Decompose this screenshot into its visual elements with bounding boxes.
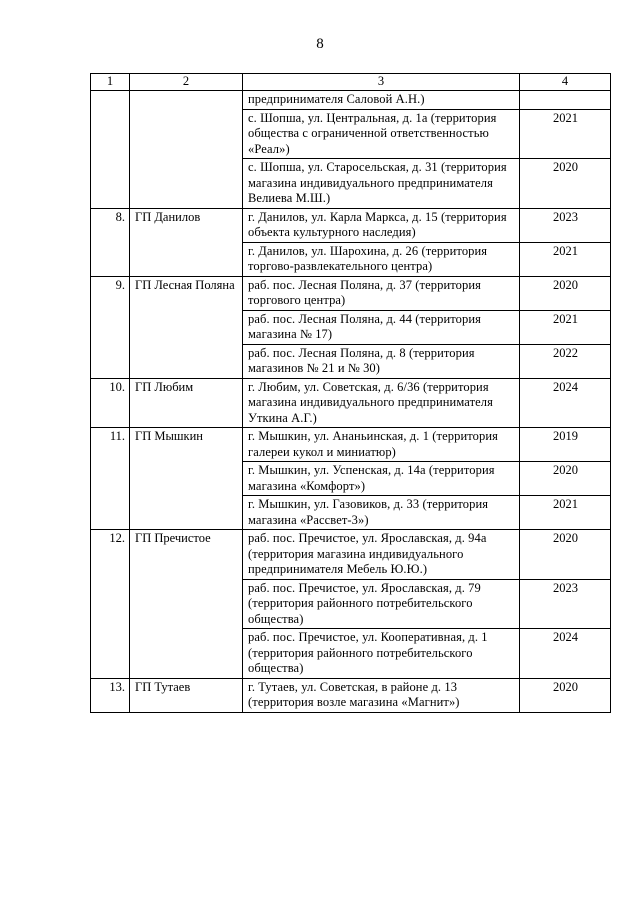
year-cell: 2021 [520, 310, 611, 344]
year-cell: 2020 [520, 678, 611, 712]
year-cell [520, 91, 611, 110]
address-cell: раб. пос. Лесная Поляна, д. 8 (территория магазинов № 21 и № 30) [243, 344, 520, 378]
table-row [91, 530, 611, 580]
header-col-1: 1 [91, 74, 130, 91]
year-cell: 2020 [520, 159, 611, 209]
row-number: 10. [91, 378, 130, 428]
table-row [91, 276, 611, 310]
year-cell: 2021 [520, 496, 611, 530]
address-cell: с. Шопша, ул. Центральная, д. 1а (территория общества с ограниченной ответственностью «Реал») [243, 109, 520, 159]
address-cell: г. Тутаев, ул. Советская, в районе д. 13 (территория возле магазина «Магнит») [243, 678, 520, 712]
table-row [91, 208, 611, 242]
address-cell: раб. пос. Лесная Поляна, д. 44 (территория магазина № 17) [243, 310, 520, 344]
year-cell: 2024 [520, 629, 611, 679]
row-number: 11. [91, 428, 130, 530]
address-cell: г. Данилов, ул. Карла Маркса, д. 15 (территория объекта культурного наследия) [243, 208, 520, 242]
year-cell: 2023 [520, 208, 611, 242]
address-cell: г. Любим, ул. Советская, д. 6/36 (территория магазина индивидуального предпринимателя Уткина А.Г.) [243, 378, 520, 428]
table-header [91, 74, 611, 91]
address-cell: раб. пос. Пречистое, ул. Кооперативная, д. 1 (территория районного потребительского общества) [243, 629, 520, 679]
address-cell: предпринимателя Саловой А.Н.) [243, 91, 520, 110]
table-row [91, 91, 611, 110]
year-cell: 2020 [520, 530, 611, 580]
page-number: 8 [316, 36, 324, 52]
settlement-name: ГП Пречистое [130, 530, 243, 679]
locations-table [90, 73, 611, 713]
year-cell: 2020 [520, 276, 611, 310]
year-cell: 2022 [520, 344, 611, 378]
address-cell: с. Шопша, ул. Старосельская, д. 31 (территория магазина индивидуального предпринимателя Велиева М.Ш.) [243, 159, 520, 209]
address-cell: раб. пос. Лесная Поляна, д. 37 (территория торгового центра) [243, 276, 520, 310]
address-cell: г. Мышкин, ул. Газовиков, д. 33 (территория магазина «Рассвет-3») [243, 496, 520, 530]
year-cell: 2020 [520, 462, 611, 496]
address-cell: г. Данилов, ул. Шарохина, д. 26 (территория торгово-развлекательного центра) [243, 242, 520, 276]
settlement-name: ГП Мышкин [130, 428, 243, 530]
settlement-name: ГП Данилов [130, 208, 243, 276]
year-cell: 2023 [520, 579, 611, 629]
table-body [91, 91, 611, 713]
row-number: 8. [91, 208, 130, 276]
header-col-3: 3 [243, 74, 520, 91]
table-row [91, 428, 611, 462]
row-number: 12. [91, 530, 130, 679]
settlement-name: ГП Любим [130, 378, 243, 428]
year-cell: 2021 [520, 109, 611, 159]
table-row [91, 678, 611, 712]
settlement-name: ГП Тутаев [130, 678, 243, 712]
year-cell: 2024 [520, 378, 611, 428]
table-row [91, 378, 611, 428]
row-number [91, 91, 130, 209]
settlement-name [130, 91, 243, 209]
address-cell: г. Мышкин, ул. Ананьинская, д. 1 (территория галереи кукол и миниатюр) [243, 428, 520, 462]
address-cell: г. Мышкин, ул. Успенская, д. 14а (территория магазина «Комфорт») [243, 462, 520, 496]
settlement-name: ГП Лесная Поляна [130, 276, 243, 378]
header-col-4: 4 [520, 74, 611, 91]
year-cell: 2019 [520, 428, 611, 462]
year-cell: 2021 [520, 242, 611, 276]
header-col-2: 2 [130, 74, 243, 91]
row-number: 13. [91, 678, 130, 712]
row-number: 9. [91, 276, 130, 378]
address-cell: раб. пос. Пречистое, ул. Ярославская, д. 94а (территория магазина индивидуального предпринимателя Мебель Ю.Ю.) [243, 530, 520, 580]
address-cell: раб. пос. Пречистое, ул. Ярославская, д. 79 (территория районного потребительского общества) [243, 579, 520, 629]
